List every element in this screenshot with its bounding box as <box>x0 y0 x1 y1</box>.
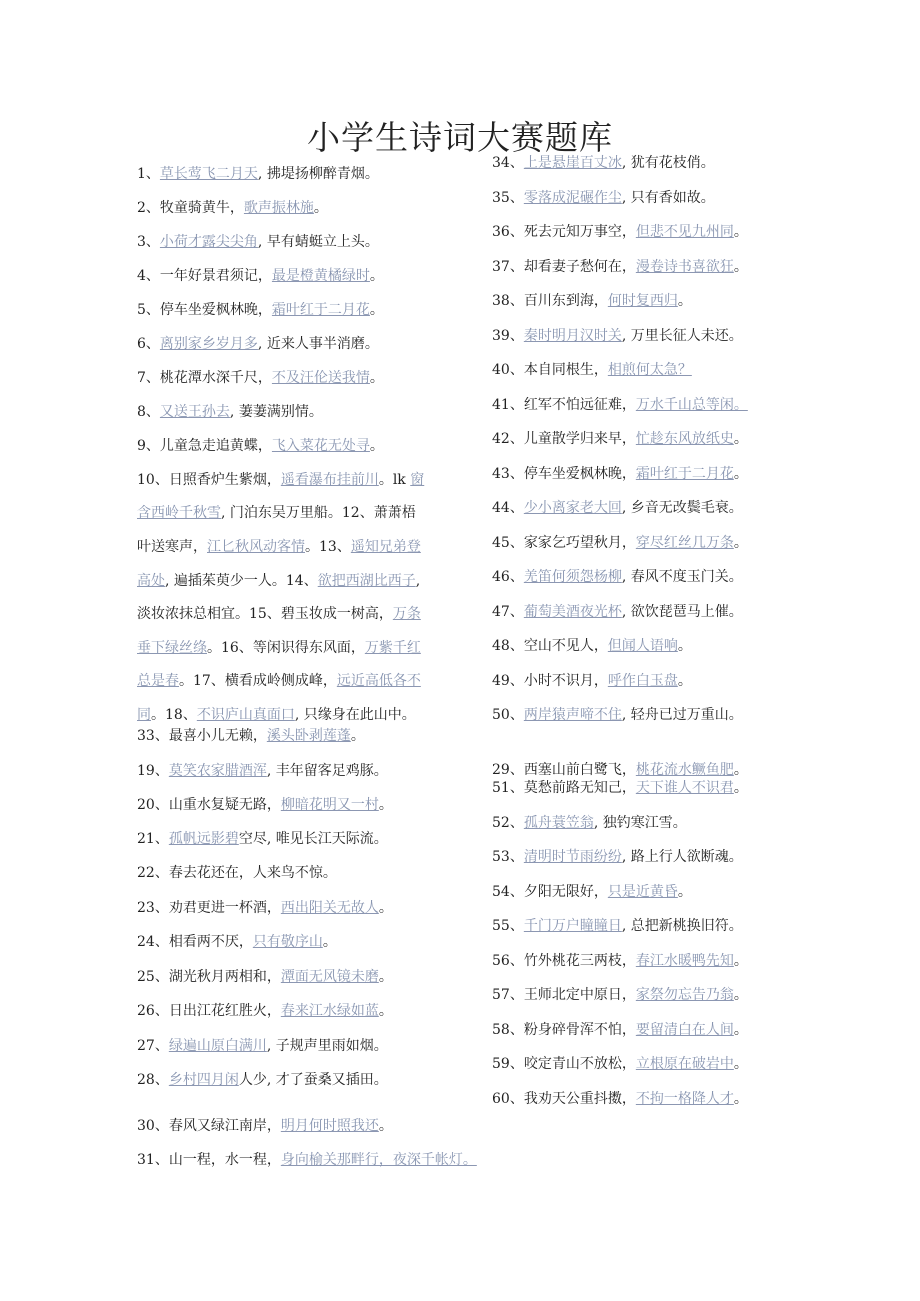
question-line <box>492 327 743 345</box>
question-line <box>137 403 323 421</box>
question-line <box>137 968 393 986</box>
question-line <box>137 437 384 455</box>
question-line <box>137 199 328 217</box>
prompt-text: , 欲饮琵琶马上催。 <box>621 604 743 620</box>
prompt-text: 10、日照香炉生紫烟， <box>137 472 281 488</box>
prompt-text: 。 <box>733 780 748 796</box>
answer-text: 但悲不见九州同 <box>635 224 734 240</box>
answer-text: 歌声振林施 <box>243 200 314 216</box>
prompt-text: 1、 <box>137 166 160 182</box>
answer-text: 家祭勿忘告乃翁 <box>635 987 734 1003</box>
prompt-text: 4、一年好景君须记， <box>137 268 272 284</box>
prompt-text: , 乡音无改鬓毛衰。 <box>621 500 743 516</box>
prompt-text: 。 <box>369 438 384 454</box>
prompt-text: , 只有香如故。 <box>621 190 715 206</box>
answer-text: 明月何时照我还 <box>280 1118 379 1134</box>
answer-text: 含西岭千秋雪 <box>137 505 221 521</box>
prompt-text: , 唯见长江天际流。 <box>266 831 388 847</box>
prompt-text: 31、山一程，水一程， <box>137 1152 281 1168</box>
answer-text: 垂下绿丝绦 <box>137 640 207 656</box>
question-line <box>492 189 715 207</box>
question-line <box>137 538 421 556</box>
prompt-text: 49、小时不识月， <box>492 673 608 689</box>
answer-text: 绿遍山原白满川 <box>168 1038 267 1054</box>
answer-text: 不及汪伦送我情 <box>271 370 370 386</box>
answer-text: 同 <box>137 707 151 723</box>
answer-text: 秦时明月汉时关 <box>523 328 622 344</box>
prompt-text: 35、 <box>492 190 524 206</box>
answer-text: 零落成泥碾作尘 <box>523 190 622 206</box>
question-line <box>492 396 748 414</box>
prompt-text: 57、王师北定中原日， <box>492 987 636 1003</box>
answer-text: 何时复西归 <box>607 293 678 309</box>
question-line <box>137 899 393 917</box>
question-line <box>137 796 393 814</box>
prompt-text: 。 <box>733 224 748 240</box>
question-line <box>137 706 416 724</box>
answer-text: 窗 <box>410 472 425 488</box>
answer-text: 葡萄美酒夜光杯 <box>523 604 622 620</box>
page-title: 小学生诗词大赛题库 <box>307 118 613 157</box>
prompt-text: 9、儿童急走追黄蝶， <box>137 438 272 454</box>
question-line <box>137 1071 388 1089</box>
answer-text: 千门万户瞳瞳日 <box>523 918 622 934</box>
prompt-text: 25、湖光秋月两相和， <box>137 969 281 985</box>
prompt-text: 。 <box>733 431 748 447</box>
prompt-text: 28、 <box>137 1072 169 1088</box>
prompt-text: 叶送寒声， <box>137 539 207 555</box>
question-line <box>492 154 715 172</box>
prompt-text: 。 <box>313 200 328 216</box>
prompt-text: 。 <box>677 293 692 309</box>
prompt-text: , 总把新桃换旧符。 <box>621 918 743 934</box>
question-line <box>492 814 687 832</box>
prompt-text: 29、西塞山前白鹭飞， <box>492 762 636 778</box>
answer-text: 霜叶红于二月花 <box>271 302 370 318</box>
prompt-text: 56、竹外桃花三两枝， <box>492 953 636 969</box>
question-line <box>492 883 692 901</box>
prompt-text: 3、 <box>137 234 160 250</box>
prompt-text: 43、停车坐爱枫林晚， <box>492 466 636 482</box>
prompt-text: 淡妆浓抹总相宜。15、碧玉妆成一树高， <box>137 606 393 622</box>
question-line <box>492 779 748 797</box>
prompt-text: , <box>415 573 421 589</box>
prompt-text: 。17、横看成岭侧成峰， <box>179 673 337 689</box>
question-line <box>492 1090 748 1108</box>
question-line <box>492 637 692 655</box>
prompt-text: 7、桃花潭水深千尺， <box>137 370 272 386</box>
answer-text: 飞入菜花无处寻 <box>271 438 370 454</box>
answer-text: 立根原在破岩中 <box>635 1056 734 1072</box>
prompt-text: 37、却看妻子愁何在， <box>492 259 636 275</box>
answer-text: 总是春 <box>137 673 179 689</box>
prompt-text: 。 <box>733 1022 748 1038</box>
question-line <box>137 504 416 522</box>
prompt-text: 44、 <box>492 500 524 516</box>
question-line <box>492 534 748 552</box>
prompt-text: 。 <box>733 259 748 275</box>
question-line <box>137 165 379 183</box>
prompt-text: 。 <box>378 797 393 813</box>
prompt-text: 38、百川东到海， <box>492 293 608 309</box>
prompt-text: 。 <box>733 762 748 778</box>
prompt-text: 空尽 <box>238 831 267 847</box>
prompt-text: , 犹有花枝俏。 <box>621 155 715 171</box>
prompt-text: , 轻舟已过万重山。 <box>621 707 743 723</box>
answer-text: 西出阳关无故人 <box>280 900 379 916</box>
prompt-text: 42、儿童散学归来早， <box>492 431 636 447</box>
prompt-text: 24、相看两不厌， <box>137 934 253 950</box>
prompt-text: , 拂堤扬柳醉青烟。 <box>257 166 379 182</box>
answer-text: 远近高低各不 <box>336 673 421 689</box>
answer-text: 草长莺飞二月天 <box>159 166 258 182</box>
answer-text: 万条 <box>392 606 421 622</box>
question-line <box>137 639 421 657</box>
answer-text: 漫卷诗书喜欲狂 <box>635 259 734 275</box>
answer-text: 少小离家老大回 <box>523 500 622 516</box>
prompt-text: 。16、等闲识得东风面， <box>207 640 365 656</box>
prompt-text: , 万里长征人未还。 <box>621 328 743 344</box>
answer-text: 身向榆关那畔行，夜深千帐灯。 <box>280 1152 477 1168</box>
prompt-text: , 近来人事半消磨。 <box>257 336 379 352</box>
prompt-text: 19、 <box>137 763 169 779</box>
question-line <box>492 986 748 1004</box>
prompt-text: , 才了蚕桑又插田。 <box>266 1072 388 1088</box>
answer-text: 离别家乡岁月多 <box>159 336 258 352</box>
question-line <box>137 1037 388 1055</box>
answer-text: 只是近黄昏 <box>607 884 678 900</box>
answer-text: 穿尽红丝几万条 <box>635 535 734 551</box>
answer-text: 乡村四月闲 <box>168 1072 239 1088</box>
prompt-text: 26、日出江花红胜火， <box>137 1003 281 1019</box>
prompt-text: , 子规声里雨如烟。 <box>266 1038 388 1054</box>
question-line <box>137 369 384 387</box>
prompt-text: 。 <box>378 1118 393 1134</box>
answer-text: 羌笛何须怨杨柳 <box>523 569 622 585</box>
prompt-text: 人少 <box>238 1072 267 1088</box>
prompt-text: 。 <box>733 1091 748 1107</box>
prompt-text: 40、本自同根生， <box>492 362 608 378</box>
prompt-text: 41、红军不怕远征难， <box>492 397 636 413</box>
answer-text: 柳暗花明又一村 <box>280 797 379 813</box>
prompt-text: 。lk <box>378 472 411 488</box>
prompt-text: 48、空山不见人， <box>492 638 608 654</box>
prompt-text: 21、 <box>137 831 169 847</box>
prompt-text: 33、最喜小儿无赖， <box>137 728 267 744</box>
prompt-text: 2、牧童骑黄牛， <box>137 200 244 216</box>
question-line <box>137 233 379 251</box>
answer-text: 最是橙黄橘绿时 <box>271 268 370 284</box>
prompt-text: 30、春风又绿江南岸， <box>137 1118 281 1134</box>
answer-text: 呼作白玉盘 <box>607 673 678 689</box>
question-line <box>137 605 421 623</box>
question-line <box>492 672 692 690</box>
question-line <box>137 864 337 882</box>
prompt-text: 。 <box>677 673 692 689</box>
question-line <box>492 917 743 935</box>
prompt-text: 60、我劝天公重抖擞， <box>492 1091 636 1107</box>
answer-text: 两岸猿声啼不住 <box>523 707 622 723</box>
answer-text: 高处 <box>137 573 165 589</box>
answer-text: 天下谁人不识君 <box>635 780 734 796</box>
answer-text: 又送王孙去 <box>159 404 230 420</box>
question-line <box>492 1021 748 1039</box>
question-line <box>492 1055 748 1073</box>
prompt-text: 20、山重水复疑无路， <box>137 797 281 813</box>
prompt-text: 50、 <box>492 707 524 723</box>
question-line <box>492 952 748 970</box>
prompt-text: 。 <box>677 884 692 900</box>
prompt-text: , 门泊东吴万里船。12、萧萧梧 <box>221 505 416 521</box>
prompt-text: 39、 <box>492 328 524 344</box>
question-line <box>492 292 692 310</box>
answer-text: 孤帆远影碧 <box>168 831 239 847</box>
answer-text: 不识庐山真面口 <box>196 707 295 723</box>
question-line <box>492 465 748 483</box>
question-line <box>137 1002 393 1020</box>
answer-text: 不拘一格降人才 <box>635 1091 734 1107</box>
question-line <box>492 848 743 866</box>
answer-text: 桃花流水鳜鱼肥 <box>635 762 734 778</box>
prompt-text: , 丰年留客足鸡豚。 <box>266 763 388 779</box>
answer-text: 春江水暖鸭先知 <box>635 953 734 969</box>
answer-text: 莫笑农家腊酒浑 <box>168 763 267 779</box>
answer-text: 要留清白在人间 <box>635 1022 734 1038</box>
prompt-text: 27、 <box>137 1038 169 1054</box>
answer-text: 小荷才露尖尖角 <box>159 234 258 250</box>
prompt-text: 。 <box>677 638 692 654</box>
prompt-text: 59、咬定青山不放松， <box>492 1056 636 1072</box>
question-line <box>492 706 743 724</box>
question-line <box>137 727 365 745</box>
question-line <box>492 223 748 241</box>
question-line <box>492 603 743 621</box>
prompt-text: 。 <box>733 987 748 1003</box>
prompt-text: 。 <box>733 535 748 551</box>
question-line <box>137 933 337 951</box>
prompt-text: 52、 <box>492 815 524 831</box>
question-line <box>492 430 748 448</box>
question-line <box>137 301 384 319</box>
prompt-text: 53、 <box>492 849 524 865</box>
prompt-text: 。 <box>350 728 365 744</box>
prompt-text: 。13、 <box>305 539 351 555</box>
prompt-text: 。 <box>733 953 748 969</box>
answer-text: 春来江水绿如蓝 <box>280 1003 379 1019</box>
question-line <box>137 335 379 353</box>
prompt-text: 。 <box>733 1056 748 1072</box>
answer-text: 江匕秋风动客情 <box>207 539 305 555</box>
answer-text: 只有敬序山 <box>252 934 323 950</box>
prompt-text: 8、 <box>137 404 160 420</box>
prompt-text: 54、夕阳无限好， <box>492 884 608 900</box>
answer-text: 霜叶红于二月花 <box>635 466 734 482</box>
prompt-text: 5、停车坐爱枫林晚， <box>137 302 272 318</box>
question-line <box>137 1117 393 1135</box>
prompt-text: 46、 <box>492 569 524 585</box>
question-line <box>137 471 424 489</box>
answer-text: 遥知兄弟登 <box>350 539 421 555</box>
prompt-text: 。 <box>369 302 384 318</box>
question-line <box>137 672 421 690</box>
prompt-text: 。 <box>733 466 748 482</box>
prompt-text: , 遍插茱萸少一人。14、 <box>165 573 318 589</box>
question-line <box>492 361 692 379</box>
prompt-text: , 春风不度玉门关。 <box>621 569 743 585</box>
prompt-text: 36、死去元知万事空， <box>492 224 636 240</box>
prompt-text: 51、莫愁前路无知己， <box>492 780 636 796</box>
question-line <box>137 830 388 848</box>
answer-text: 潭面无风镜未磨 <box>280 969 379 985</box>
question-line <box>137 1151 477 1169</box>
answer-text: 万水千山总等闲。 <box>635 397 748 413</box>
prompt-text: 。 <box>378 1003 393 1019</box>
question-line <box>137 762 388 780</box>
prompt-text: 55、 <box>492 918 524 934</box>
prompt-text: 6、 <box>137 336 160 352</box>
prompt-text: 58、粉身碎骨浑不怕， <box>492 1022 636 1038</box>
question-line <box>492 258 748 276</box>
prompt-text: 。18、 <box>151 707 197 723</box>
prompt-text: 。 <box>322 934 337 950</box>
question-line <box>137 572 420 590</box>
answer-text: 但闻人语响 <box>607 638 678 654</box>
question-line <box>492 761 748 779</box>
prompt-text: 。 <box>369 370 384 386</box>
prompt-text: 47、 <box>492 604 524 620</box>
answer-text: 上是悬崖百丈冰 <box>523 155 622 171</box>
prompt-text: , 萋萋满别情。 <box>229 404 323 420</box>
answer-text: 溪头卧剥莲蓬 <box>266 728 351 744</box>
prompt-text: 45、家家乞巧望秋月， <box>492 535 636 551</box>
prompt-text: 23、劝君更进一杯酒， <box>137 900 281 916</box>
answer-text: 孤舟蓑笠翁 <box>523 815 594 831</box>
prompt-text: , 早有蜻蜓立上头。 <box>257 234 379 250</box>
prompt-text: , 路上行人欲断魂。 <box>621 849 743 865</box>
answer-text: 欲把西湖比西子 <box>317 573 416 589</box>
prompt-text: 。 <box>378 900 393 916</box>
prompt-text: 34、 <box>492 155 524 171</box>
question-line <box>137 267 384 285</box>
prompt-text: , 独钓寒江雪。 <box>593 815 687 831</box>
answer-text: 遥看瀑布挂前川 <box>280 472 379 488</box>
answer-text: 忙趁东风放纸史 <box>635 431 734 447</box>
answer-text: 万紫千红 <box>364 640 421 656</box>
prompt-text: 22、春去花还在，人来鸟不惊。 <box>137 865 337 881</box>
answer-text: 相煎何太急？ <box>607 362 692 378</box>
question-line <box>492 499 743 517</box>
answer-text: 清明时节雨纷纷 <box>523 849 622 865</box>
prompt-text: , 只缘身在此山中。 <box>294 707 416 723</box>
prompt-text: 。 <box>369 268 384 284</box>
question-line <box>492 568 743 586</box>
prompt-text: 。 <box>378 969 393 985</box>
